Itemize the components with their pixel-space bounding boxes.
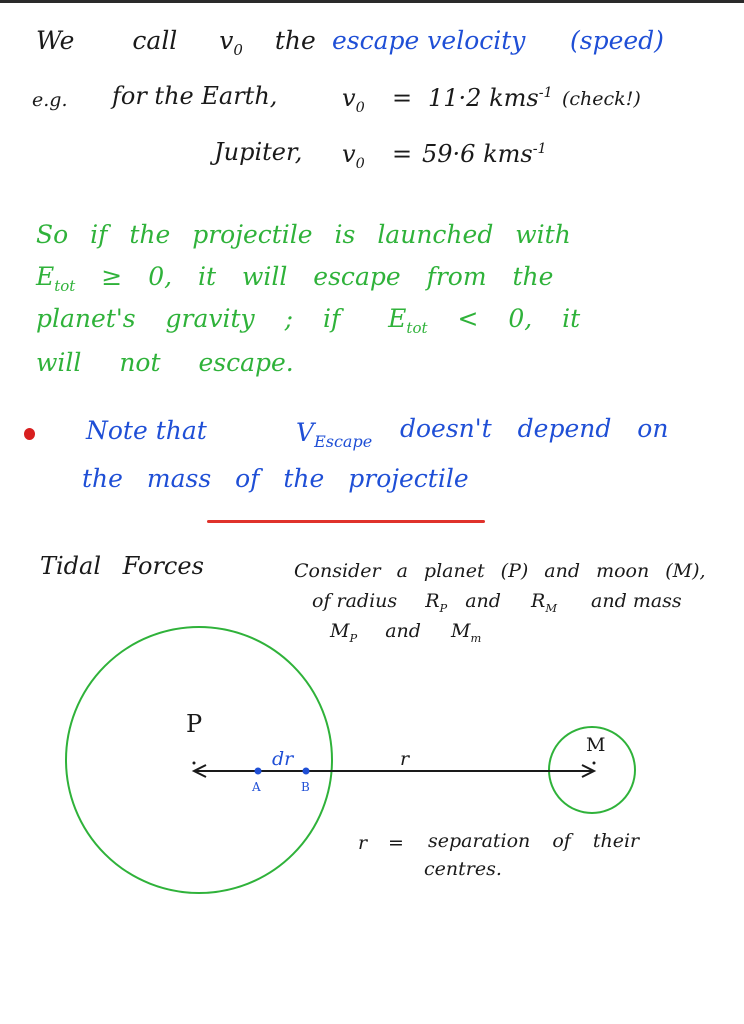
consider-line-2: of radius $R_P$ and $R_M$ and mass — [312, 590, 682, 615]
moon-centre-dot — [593, 762, 596, 765]
consider-line-1: Consider a planet (P) and moon (M), — [294, 560, 706, 582]
jupiter-escape-value: 59·6 kms$^{-1}$ — [422, 140, 547, 168]
r-def-text-2: centres. — [424, 858, 502, 880]
r-def-equals: = — [388, 832, 404, 854]
consider-line-3: $M_P$ and $M_m$ — [330, 620, 482, 645]
earth-v0: $v_0$ — [342, 84, 365, 116]
point-b-dot — [303, 768, 310, 775]
green-line-3: planet's gravity ; if $E_{tot} < 0$, it — [36, 304, 581, 337]
planet-centre-dot — [193, 762, 196, 765]
earth-label: for the Earth, — [112, 82, 278, 110]
jupiter-v0: $v_0$ — [342, 140, 365, 172]
planet-label: P — [186, 710, 203, 738]
note-line-2: the mass of the projectile — [82, 464, 469, 493]
green-line-2: $E_{tot} \ge 0$, it will escape from the — [36, 262, 554, 295]
dr-label: dr — [272, 748, 294, 770]
word-call: call — [132, 26, 178, 55]
point-a-label: A — [252, 780, 261, 794]
point-a-dot — [255, 768, 262, 775]
green-line-1: So if the projectile is launched with — [36, 220, 571, 249]
check-note: (check!) — [562, 88, 641, 110]
word-we: We — [36, 26, 75, 55]
escape-velocity-term: escape velocity — [332, 26, 526, 55]
word-the: the — [274, 26, 316, 55]
r-label: r — [400, 748, 410, 770]
speed-term: (speed) — [570, 26, 664, 55]
jupiter-equals: = — [392, 140, 413, 168]
symbol-v0: $v_0$ — [219, 26, 243, 59]
eg-label: e.g. — [32, 89, 68, 111]
r-def-symbol: r — [358, 832, 368, 854]
point-b-label: B — [301, 780, 310, 794]
green-line-4: will not escape. — [36, 348, 294, 377]
earth-escape-value: 11·2 kms$^{-1}$ — [428, 84, 553, 112]
moon-label: M — [586, 734, 606, 756]
r-def-text-1: separation of their — [428, 830, 640, 852]
tidal-forces-heading: Tidal Forces — [40, 552, 204, 580]
earth-equals: = — [392, 84, 413, 112]
note-line-1b: doesn't depend on — [400, 414, 669, 443]
v-escape-symbol: $V_{Escape}$ — [296, 418, 373, 451]
note-line-1a: Note that — [86, 416, 207, 445]
jupiter-label: Jupiter, — [214, 138, 303, 166]
